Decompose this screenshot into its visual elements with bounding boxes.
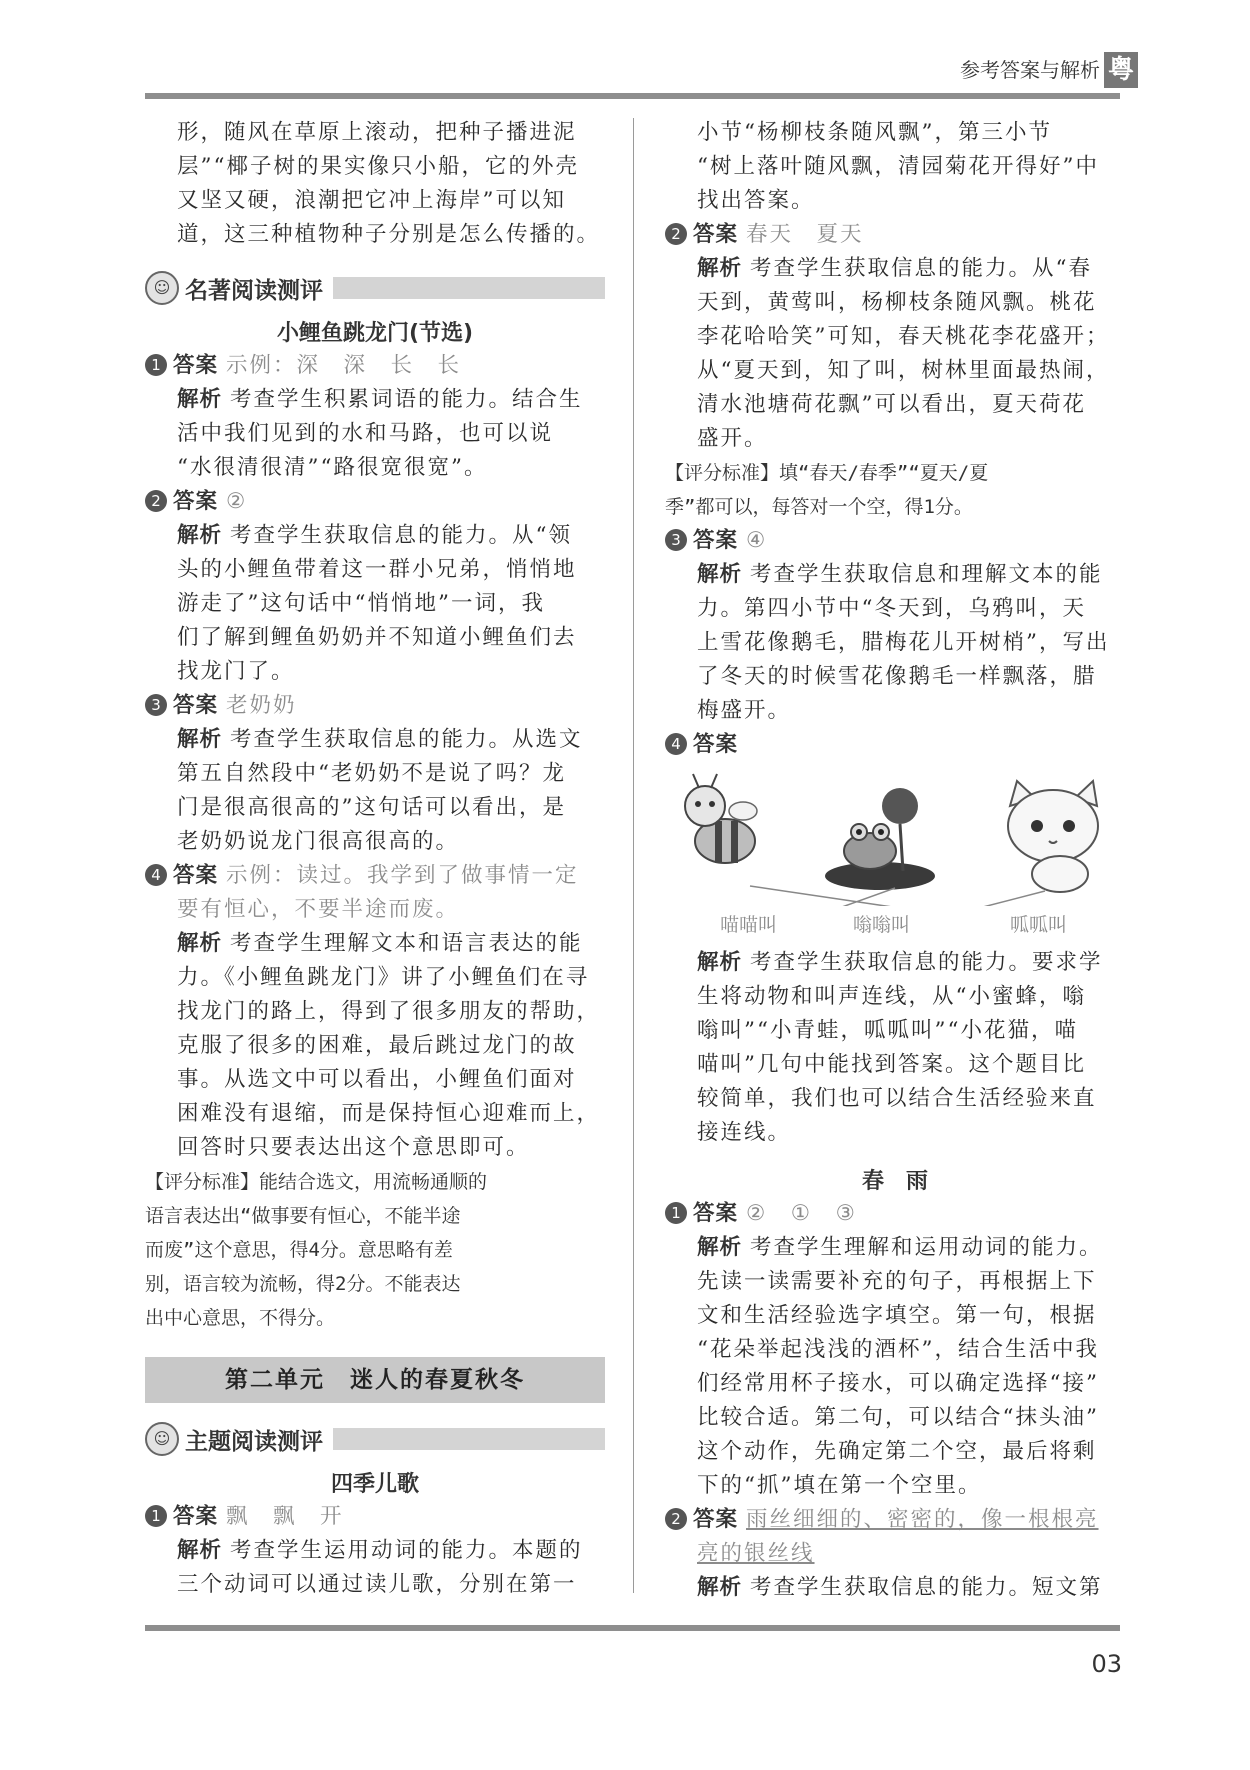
explain-line: 事。从选文中可以看出，小鲤鱼们面对	[177, 1067, 577, 1092]
animal-illustrations	[665, 766, 1125, 906]
answer-label: 答案	[173, 693, 219, 718]
scoring-standard: 语言表达出“做事要有恒心，不能半途	[145, 1205, 461, 1227]
explain-line: 力。《小鲤鱼跳龙门》讲了小鲤鱼们在寻	[177, 965, 590, 990]
passage-title: 春 雨	[861, 1169, 928, 1194]
explain-line: 游走了”这句话中“悄悄地”一词，我	[177, 591, 545, 616]
explain-line: 考查学生获取信息的能力。从“领	[230, 523, 573, 548]
frog-icon	[825, 788, 935, 890]
explain-line: 了冬天的时候雪花像鹅毛一样飘落，腊	[697, 664, 1097, 689]
explain-line: 清水池塘荷花飘”可以看出，夏天荷花	[697, 392, 1086, 417]
explain-label: 解析	[177, 931, 223, 956]
answer-label: 答案	[693, 1507, 739, 1532]
question-number: 2	[665, 223, 687, 245]
explain-label: 解析	[177, 1538, 223, 1563]
answer-label: 答案	[693, 732, 739, 757]
answer-label: 答案	[693, 1201, 739, 1226]
intro-line: “树上落叶随风飘，清园菊花开得好”中	[697, 154, 1099, 179]
explain-line: 考查学生获取信息的能力。要求学	[750, 950, 1103, 975]
explain-line: 考查学生获取信息的能力。从选文	[230, 727, 583, 752]
explain-line: “花朵举起浅浅的酒杯”，结合生活中我	[697, 1337, 1099, 1362]
answer-text: 亮的银丝线	[697, 1541, 815, 1566]
passage-title: 四季儿歌	[330, 1472, 419, 1497]
animal-matching-figure	[665, 766, 1125, 946]
scoring-standard: 【评分标准】填“春天/春季”“夏天/夏	[665, 462, 989, 484]
footer-rule	[145, 1625, 1120, 1631]
column-divider	[633, 118, 634, 1593]
explain-line: 上雪花像鹅毛，腊梅花儿开树梢”，写出	[697, 630, 1110, 655]
intro-line: 找出答案。	[697, 188, 815, 213]
answer-text: 示例：深 深 长 长	[226, 353, 462, 378]
question-number: 2	[145, 490, 167, 512]
explain-line: 门是很高很高的”这句话可以看出，是	[177, 795, 566, 820]
answer-text: 飘 飘 开	[226, 1504, 344, 1529]
answer-text: 老奶奶	[226, 693, 297, 718]
question-number: 3	[665, 529, 687, 551]
explain-line: 接连线。	[697, 1120, 792, 1145]
explain-line: 先读一读需要补充的句子，再根据上下	[697, 1269, 1097, 1294]
explain-line: 生将动物和叫声连线，从“小蜜蜂，嗡	[697, 984, 1086, 1009]
passage-title: 小鲤鱼跳龙门(节选)	[276, 321, 474, 346]
sound-label: 嗡嗡叫	[853, 914, 911, 936]
student-icon: ☺	[145, 271, 179, 305]
header-rule	[145, 93, 1120, 99]
explain-line: 老奶奶说龙门很高很高的。	[177, 829, 460, 854]
bee-icon	[685, 774, 757, 863]
explain-line: 困难没有退缩，而是保持恒心迎难而上，	[177, 1101, 601, 1126]
question-number: 2	[665, 1508, 687, 1530]
explain-line: 回答时只要表达出这个意思即可。	[177, 1135, 530, 1160]
explain-line: 盛开。	[697, 426, 768, 451]
answer-text: 春天 夏天	[746, 222, 864, 247]
answer-text: ② ① ③	[746, 1201, 857, 1226]
right-column	[665, 116, 1125, 1605]
section-title: 名著阅读测评	[185, 277, 323, 304]
left-column	[145, 116, 605, 1602]
explain-label: 解析	[697, 950, 743, 975]
sound-label: 喵喵叫	[720, 914, 778, 936]
intro-line: 道，这三种植物种子分别是怎么传播的。	[177, 222, 601, 247]
explain-line: 考查学生理解文本和语言表达的能	[230, 931, 583, 956]
explain-line: 力。第四小节中“冬天到，乌鸦叫，天	[697, 596, 1086, 621]
question-number: 1	[145, 1505, 167, 1527]
section-bar	[333, 277, 605, 299]
header-title: 参考答案与解析	[960, 58, 1100, 82]
explain-label: 解析	[177, 523, 223, 548]
section-header	[145, 266, 605, 310]
explain-line: 这个动作，先确定第二个空，最后将剩	[697, 1439, 1097, 1464]
explain-line: 李花哈哈笑”可知，春天桃花李花盛开；	[697, 324, 1110, 349]
student-icon: ☺	[145, 1422, 179, 1456]
question-number: 1	[145, 354, 167, 376]
explain-line: 下的“抓”填在第一个空里。	[697, 1473, 982, 1498]
explain-line: 头的小鲤鱼带着这一群小兄弟，悄悄地	[177, 557, 577, 582]
question-number: 1	[665, 1202, 687, 1224]
explain-line: 梅盛开。	[697, 698, 792, 723]
explain-line: 文和生活经验选字填空。第一句，根据	[697, 1303, 1097, 1328]
explain-label: 解析	[697, 1235, 743, 1260]
explain-line: 找龙门的路上，得到了很多朋友的帮助，	[177, 999, 601, 1024]
explain-line: 考查学生获取信息的能力。从“春	[750, 256, 1093, 281]
explain-label: 解析	[697, 256, 743, 281]
explain-line: 从“夏天到，知了叫，树林里面最热闹，	[697, 358, 1110, 383]
explain-line: 们经常用杯子接水，可以确定选择“接”	[697, 1371, 1099, 1396]
scoring-standard: 季”都可以，每答对一个空，得1分。	[665, 496, 973, 518]
scoring-standard: 出中心意思，不得分。	[145, 1307, 336, 1329]
explain-line: 嗡叫”“小青蛙，呱呱叫”“小花猫，喵	[697, 1018, 1078, 1043]
explain-label: 解析	[177, 727, 223, 752]
answer-text: ④	[746, 528, 768, 553]
explain-line: 考查学生获取信息的能力。短文第	[750, 1575, 1103, 1600]
answer-label: 答案	[693, 222, 739, 247]
scoring-standard: 别，语言较为流畅，得2分。不能表达	[145, 1273, 461, 1295]
explain-line: 比较合适。第二句，可以结合“抹头油”	[697, 1405, 1099, 1430]
match-line	[750, 886, 1055, 906]
region-badge: 粤	[1104, 52, 1138, 88]
explain-line: 较简单，我们也可以结合生活经验来直	[697, 1086, 1097, 1111]
intro-line: 小节“杨柳枝条随风飘”，第三小节	[697, 120, 1052, 145]
explain-line: 第五自然段中“老奶奶不是说了吗？龙	[177, 761, 566, 786]
explain-line: 考查学生理解和运用动词的能力。	[750, 1235, 1103, 1260]
intro-line: 又坚又硬，浪潮把它冲上海岸”可以知	[177, 188, 566, 213]
explain-line: 克服了很多的困难，最后跳过龙门的故	[177, 1033, 577, 1058]
scoring-standard: 而废”这个意思，得4分。意思略有差	[145, 1239, 453, 1261]
cat-icon	[1008, 781, 1098, 892]
question-number: 4	[145, 864, 167, 886]
question-number: 3	[145, 694, 167, 716]
explain-line: “水很清很清”“路很宽很宽”。	[177, 455, 488, 480]
section-header	[145, 1417, 605, 1461]
answer-text: ②	[226, 489, 248, 514]
explain-line: 考查学生运用动词的能力。本题的	[230, 1538, 583, 1563]
explain-line: 找龙门了。	[177, 659, 295, 684]
answer-text: 雨丝细细的、密密的，像一根根亮	[746, 1507, 1099, 1532]
explain-line: 考查学生获取信息和理解文本的能	[750, 562, 1103, 587]
answer-label: 答案	[173, 353, 219, 378]
explain-line: 天到，黄莺叫，杨柳枝条随风飘。桃花	[697, 290, 1097, 315]
explain-label: 解析	[177, 387, 223, 412]
explain-label: 解析	[697, 1575, 743, 1600]
intro-line: 层”“椰子树的果实像只小船，它的外壳	[177, 154, 579, 179]
answer-label: 答案	[173, 863, 219, 888]
explain-line: 考查学生积累词语的能力。结合生	[230, 387, 583, 412]
page-number: 03	[1091, 1650, 1122, 1678]
match-line	[775, 888, 895, 906]
unit-banner: 第二单元 迷人的春夏秋冬	[145, 1357, 605, 1403]
answer-label: 答案	[173, 1504, 219, 1529]
match-line	[890, 891, 1045, 906]
answer-label: 答案	[693, 528, 739, 553]
answer-label: 答案	[173, 489, 219, 514]
intro-line: 形，随风在草原上滚动，把种子播进泥	[177, 120, 577, 145]
question-number: 4	[665, 733, 687, 755]
section-title: 主题阅读测评	[185, 1428, 323, 1455]
explain-line: 们了解到鲤鱼奶奶并不知道小鲤鱼们去	[177, 625, 577, 650]
explain-line: 三个动词可以通过读儿歌，分别在第一	[177, 1572, 577, 1597]
scoring-standard: 【评分标准】能结合选文，用流畅通顺的	[145, 1171, 488, 1193]
sound-label: 呱呱叫	[1010, 914, 1068, 936]
answer-text: 示例：读过。我学到了做事情一定	[226, 863, 579, 888]
explain-label: 解析	[697, 562, 743, 587]
section-bar	[333, 1428, 605, 1450]
explain-line: 喵叫”几句中能找到答案。这个题目比	[697, 1052, 1086, 1077]
explain-line: 活中我们见到的水和马路，也可以说	[177, 421, 554, 446]
answer-text: 要有恒心，不要半途而废。	[177, 897, 460, 922]
